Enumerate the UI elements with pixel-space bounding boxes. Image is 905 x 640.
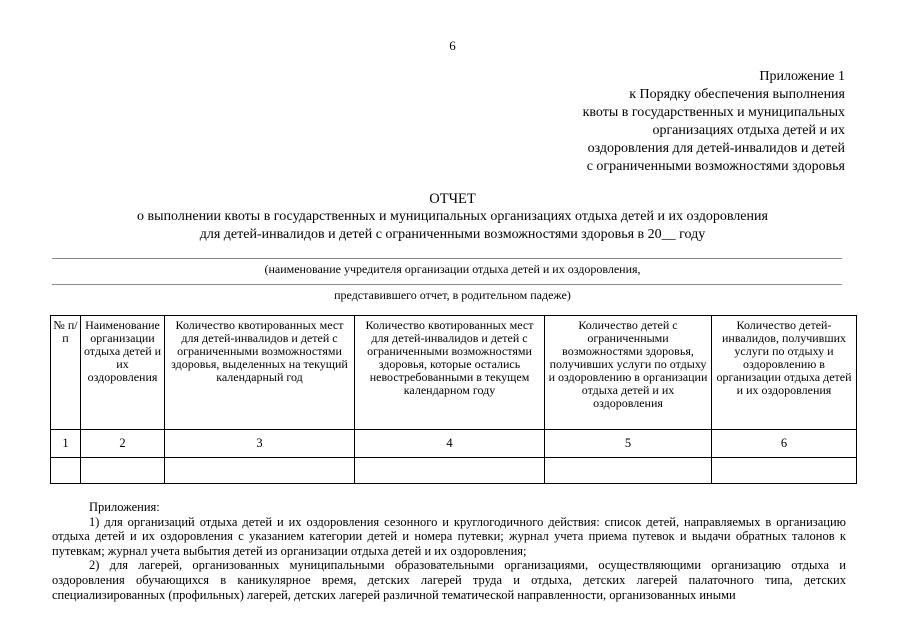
- column-number: 6: [712, 430, 857, 458]
- founder-name-caption-2: представившего отчет, в родительном падеже): [334, 288, 571, 302]
- appendix-line: оздоровления для детей-инвалидов и детей: [587, 141, 845, 156]
- appendix-block: [465, 68, 845, 176]
- column-number: 1: [51, 430, 81, 458]
- report-subtitle: [0, 208, 905, 244]
- empty-cell: [81, 458, 165, 484]
- header-cell: Количество квотированных мест для детей-инвалидов и детей с ограниченными возможностями здоровья, выделенных на текущий календарный год: [165, 316, 355, 430]
- appendix-line: квоты в государственных и муниципальных: [582, 105, 845, 120]
- column-number: 5: [545, 430, 712, 458]
- column-number: 2: [81, 430, 165, 458]
- report-title: ОТЧЕТ: [429, 191, 476, 207]
- header-cell: Количество детей с ограниченными возможностями здоровья, получивших услуги по отдыху и оздоровлению в организации отдыха детей и их оздоровления: [545, 316, 712, 430]
- appendix-line: Приложение 1: [759, 69, 845, 84]
- annex-item-2: 2) для лагерей, организованных муниципальными образовательными организациями, осуществляющими организацию отдыха и оздоровления обучающихся в каникулярное время, детских лагерей труда и отдыха, детских лагерей палаточного типа, детских специализированных (профильных) лагерей, детских лагерей различной тематической направленности, организованных иными: [52, 558, 846, 602]
- empty-cell: [51, 458, 81, 484]
- founder-name-caption: (наименование учредителя организации отдыха детей и их оздоровления,: [264, 262, 641, 276]
- annex-section: [52, 500, 846, 602]
- empty-cell: [545, 458, 712, 484]
- empty-cell: [355, 458, 545, 484]
- subtitle-line: о выполнении квоты в государственных и муниципальных организациях отдыха детей и их оздоровления: [137, 209, 768, 224]
- empty-cell: [712, 458, 857, 484]
- subtitle-line: для детей-инвалидов и детей с ограниченными возможностями здоровья в 20__ году: [199, 227, 706, 242]
- header-cell: Наименование организации отдыха детей и их оздоровления: [81, 316, 165, 430]
- header-cell: Количество квотированных мест для детей-инвалидов и детей с ограниченными возможностями здоровья, которые остались невостребованными в текущем календарном году: [355, 316, 545, 430]
- annex-heading: Приложения:: [89, 500, 160, 514]
- table-header-row: [51, 316, 857, 430]
- header-cell: № п/п: [51, 316, 81, 430]
- empty-data-row: [51, 458, 857, 484]
- column-number: 4: [355, 430, 545, 458]
- column-number: 3: [165, 430, 355, 458]
- empty-cell: [165, 458, 355, 484]
- appendix-line: организациях отдыха детей и их: [652, 123, 845, 138]
- annex-item-1: 1) для организаций отдыха детей и их оздоровления сезонного и круглогодичного действия: список детей, направляемых в организацию отдыха детей и их оздоровления с указанием категории детей и номера путевки; журнал учета приема путевок и выдачи обратных талонов к путевкам; журнал учета выбытия детей из организации отдыха детей и их оздоровления;: [52, 514, 846, 558]
- appendix-line: с ограниченными возможностями здоровья: [586, 159, 845, 174]
- page-number: 6: [449, 38, 456, 53]
- column-number-row: [51, 430, 857, 458]
- header-cell: Количество детей-инвалидов, получивших услуги по отдыху и оздоровлению в организации отдыха детей и их оздоровления: [712, 316, 857, 430]
- quota-report-table: [50, 315, 857, 484]
- founder-name-line-2: [52, 284, 842, 285]
- appendix-line: к Порядку обеспечения выполнения: [629, 87, 845, 102]
- founder-name-line: [52, 258, 842, 259]
